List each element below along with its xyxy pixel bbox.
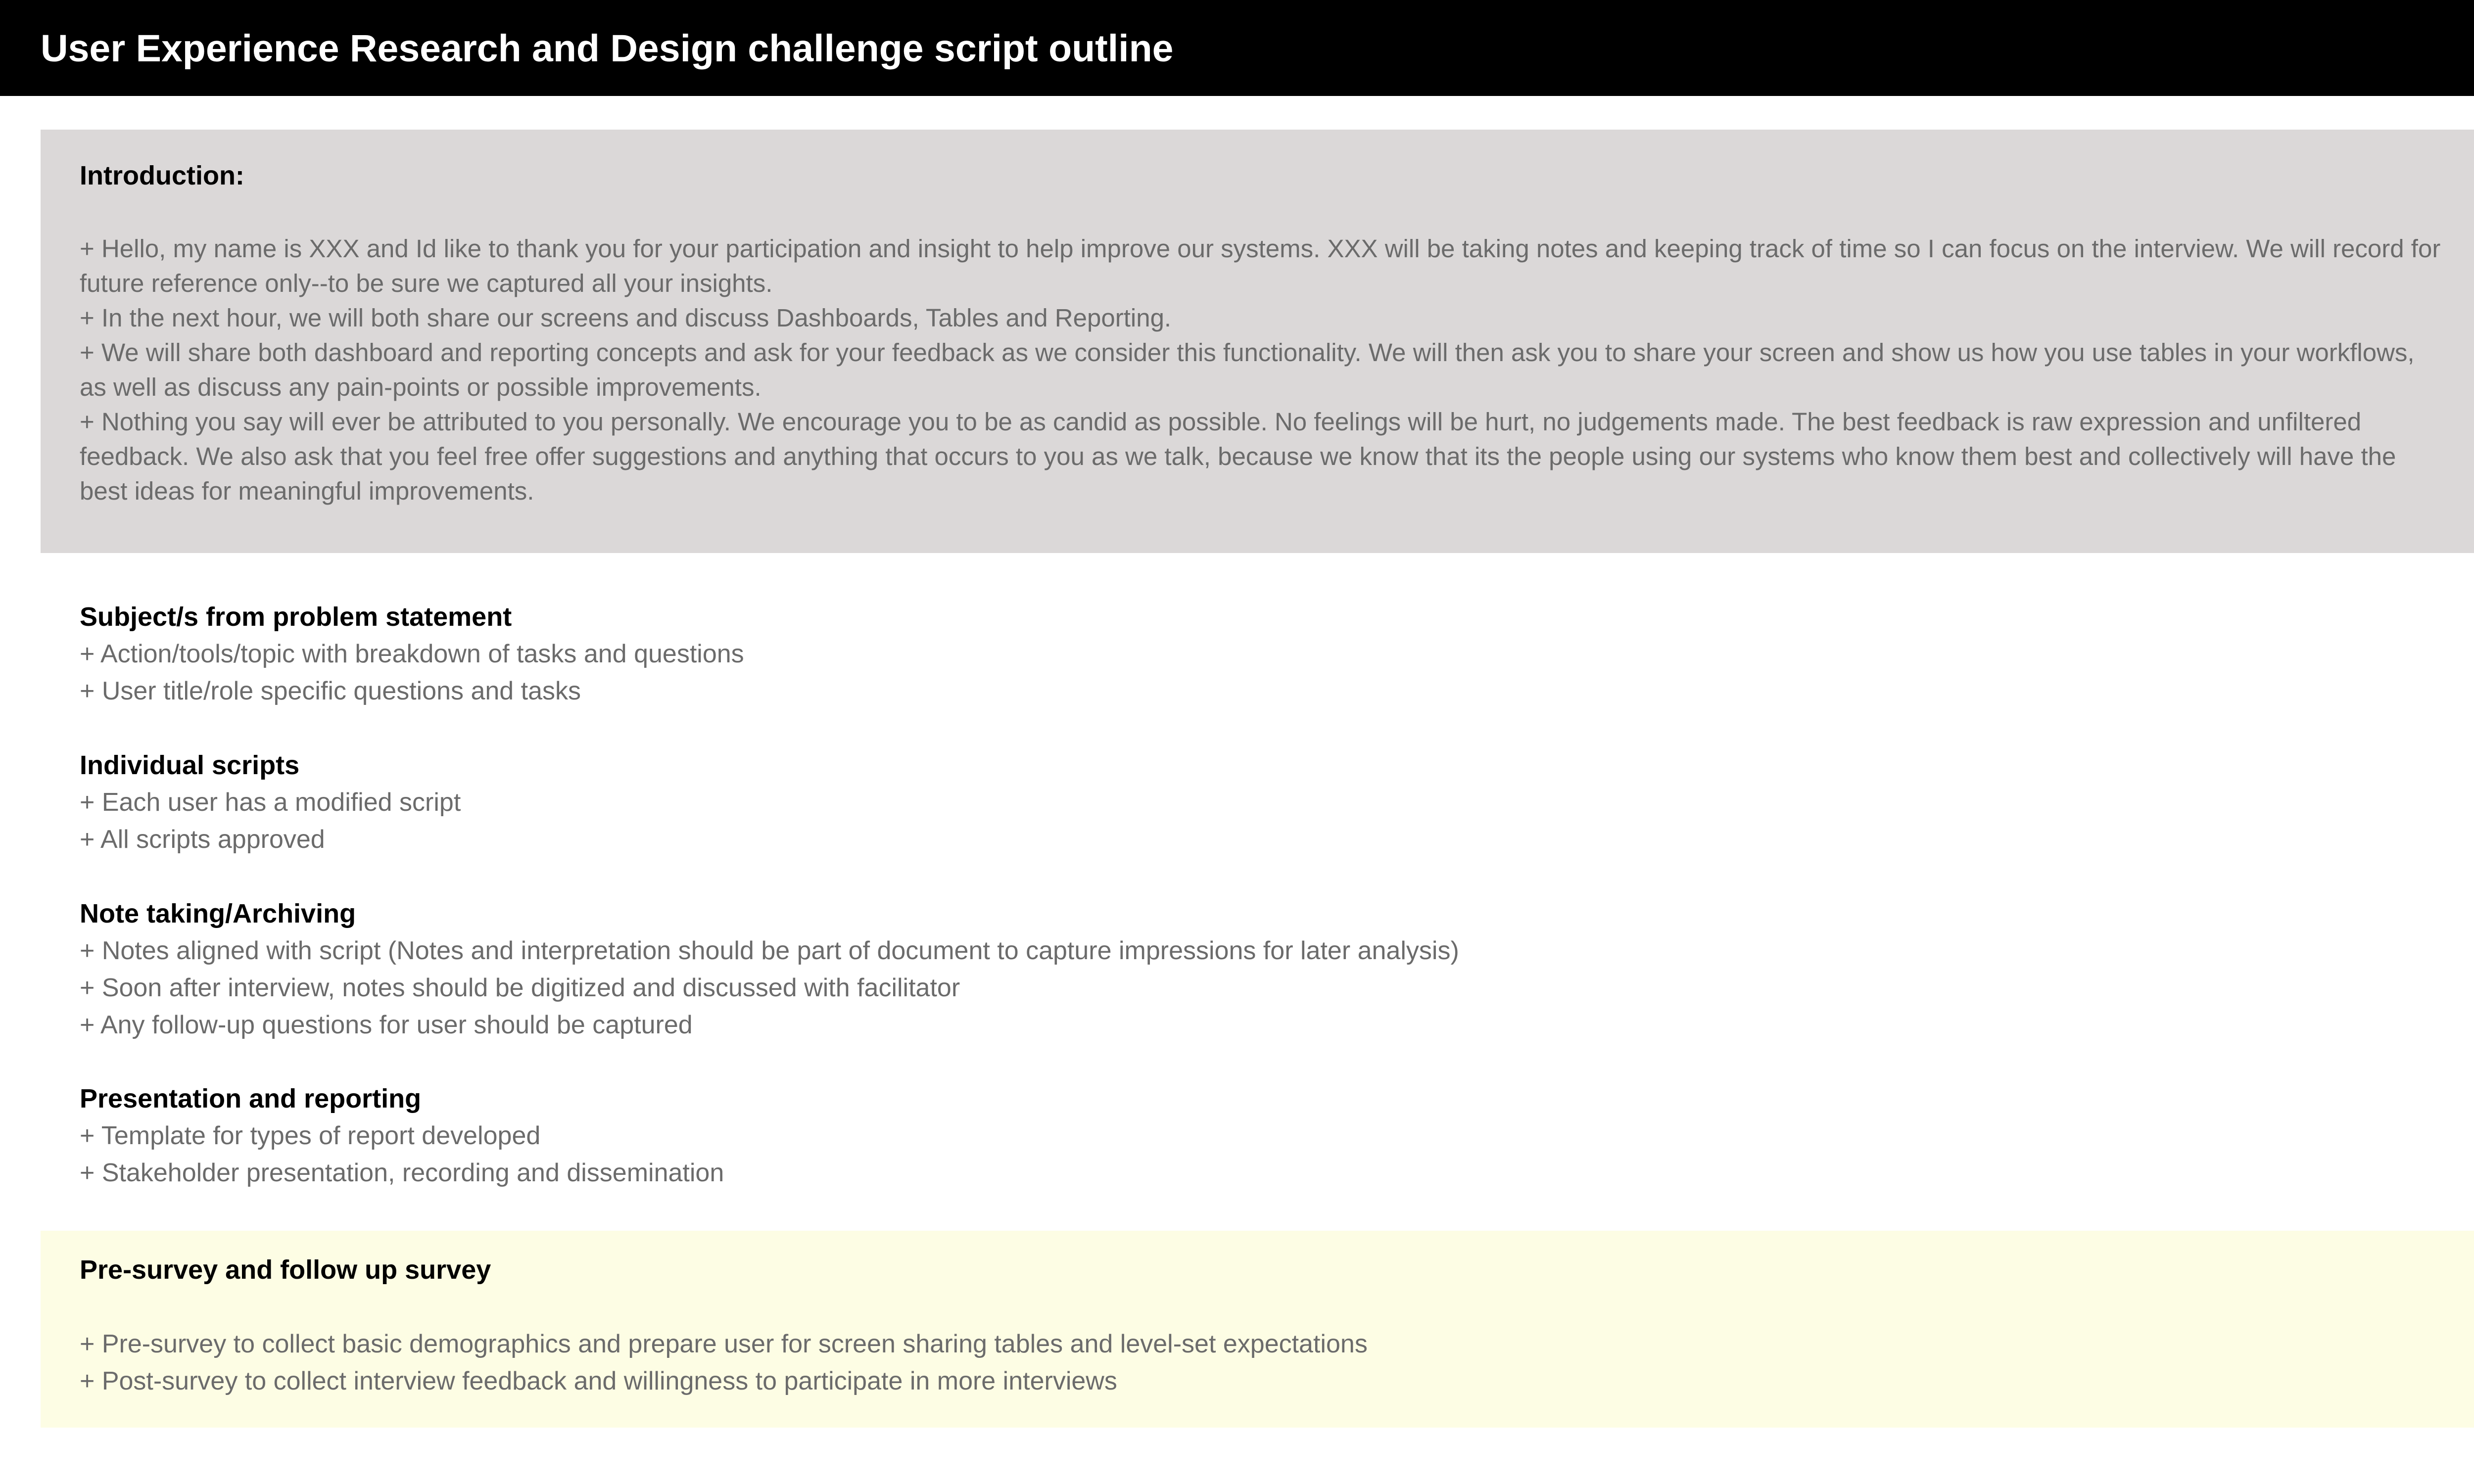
introduction-paragraph: + In the next hour, we will both share our screens and discuss Dashboards, Tables and Reporting.	[80, 304, 1172, 332]
list-item: + Action/tools/topic with breakdown of tasks and questions	[80, 640, 744, 668]
introduction-paragraph: + Hello, my name is XXX and Id like to thank you for your participation and insight to help improve our systems. XXX will be taking notes and keeping track of time so I can focus on the interview. We will record for future reference only--to be sure we captured all your insights.	[80, 234, 2441, 297]
introduction-section	[80, 157, 2445, 509]
survey-heading: Pre-survey and follow up survey	[80, 1255, 491, 1285]
list-item: + User title/role specific questions and tasks	[80, 677, 581, 705]
introduction-paragraph: + Nothing you say will ever be attributed to you personally. We encourage you to be as candid as possible. No feelings will be hurt, no judgements made. The best feedback is raw expression and unfiltered feedback. We also ask that you feel free offer suggestions and anything that occurs to you as we talk, because we know that its the people using our systems who know them best and collectively will have the best ideas for meaningful improvements.	[80, 408, 2396, 505]
subjects-section	[80, 599, 2445, 710]
list-item: + Stakeholder presentation, recording and dissemination	[80, 1159, 724, 1187]
title-bar	[0, 0, 2474, 96]
survey-section	[80, 1252, 2445, 1400]
introduction-paragraph: + We will share both dashboard and reporting concepts and ask for your feedback as we consider this functionality. We will then ask you to share your screen and show us how you use tables in your workflows, as well as discuss any pain-points or possible improvements.	[80, 338, 2415, 401]
list-item: + Template for types of report developed	[80, 1121, 541, 1150]
section-heading: Presentation and reporting	[80, 1084, 422, 1113]
list-item: + All scripts approved	[80, 825, 325, 854]
presentation-section	[80, 1080, 2445, 1192]
individual-scripts-section	[80, 747, 2445, 858]
list-item: + Notes aligned with script (Notes and interpretation should be part of document to capture impressions for later analysis)	[80, 936, 1459, 965]
list-item: + Any follow-up questions for user should be captured	[80, 1011, 693, 1039]
section-heading: Note taking/Archiving	[80, 899, 356, 928]
section-heading: Subject/s from problem statement	[80, 602, 512, 632]
page-title: User Experience Research and Design challenge script outline	[41, 27, 1174, 70]
introduction-heading: Introduction:	[80, 161, 244, 190]
section-heading: Individual scripts	[80, 750, 300, 780]
list-item: + Post-survey to collect interview feedback and willingness to participate in more interviews	[80, 1367, 1117, 1395]
list-item: + Soon after interview, notes should be digitized and discussed with facilitator	[80, 974, 960, 1002]
note-taking-section	[80, 895, 2445, 1044]
list-item: + Each user has a modified script	[80, 788, 461, 817]
list-item: + Pre-survey to collect basic demographics and prepare user for screen sharing tables and level-set expectations	[80, 1330, 1368, 1358]
